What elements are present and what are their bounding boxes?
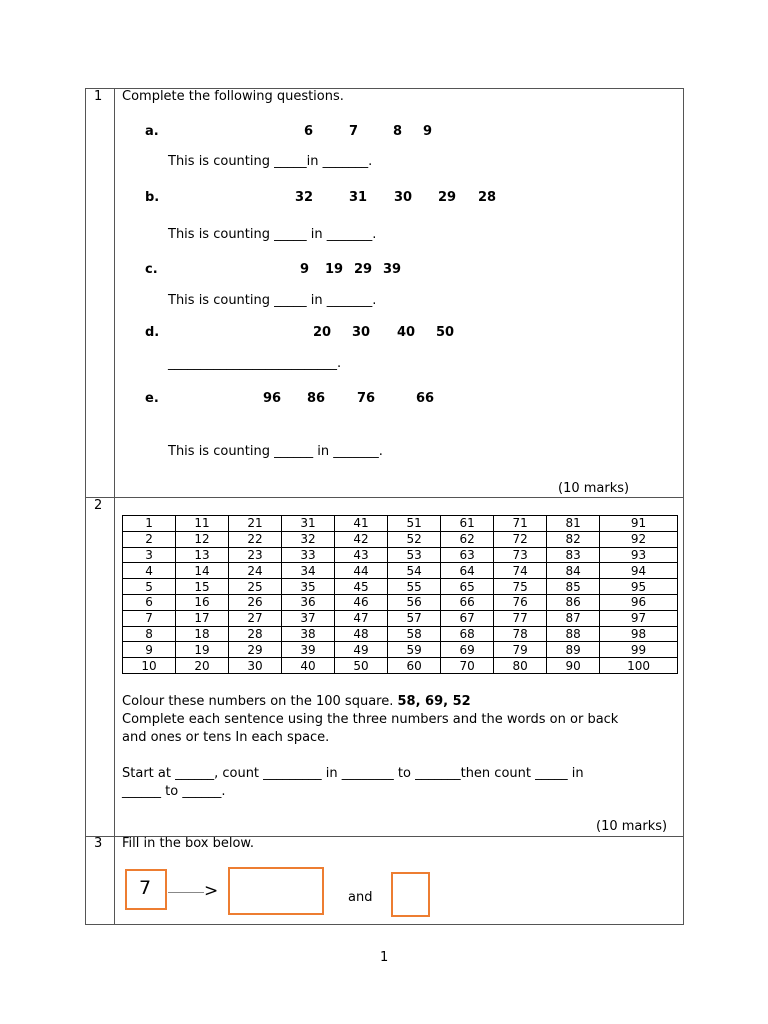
hundred-square-cell[interactable]: 18 <box>176 626 229 642</box>
hundred-square-cell[interactable]: 20 <box>176 658 229 674</box>
hundred-square-cell[interactable]: 82 <box>547 531 600 547</box>
hundred-square-cell[interactable]: 96 <box>600 594 678 610</box>
part-d-number: 20 <box>313 325 332 340</box>
hundred-square-cell[interactable]: 7 <box>123 610 176 626</box>
hundred-square-row <box>123 563 678 579</box>
part-e-number: 76 <box>357 391 376 406</box>
part-e-number: 96 <box>263 391 282 406</box>
row-divider-1 <box>86 497 683 498</box>
hundred-square-cell[interactable]: 8 <box>123 626 176 642</box>
hundred-square-row <box>123 626 678 642</box>
hundred-square-cell[interactable]: 57 <box>388 610 441 626</box>
hundred-square-cell[interactable]: 31 <box>282 516 335 532</box>
hundred-square-cell[interactable]: 40 <box>282 658 335 674</box>
hundred-square-cell[interactable]: 34 <box>282 563 335 579</box>
hundred-square-cell[interactable]: 55 <box>388 579 441 595</box>
part-a-number: 7 <box>349 124 359 139</box>
hundred-square-cell[interactable]: 94 <box>600 563 678 579</box>
question-1-marks: (10 marks) <box>558 481 630 496</box>
hundred-square-cell[interactable]: 46 <box>335 594 388 610</box>
part-a-letter: a. <box>145 124 159 139</box>
hundred-square-cell[interactable]: 53 <box>388 547 441 563</box>
hundred-square-cell[interactable]: 11 <box>176 516 229 532</box>
part-b-number: 32 <box>295 190 314 205</box>
part-e-letter: e. <box>145 391 159 406</box>
hundred-square-cell[interactable]: 73 <box>494 547 547 563</box>
part-c-number: 39 <box>383 262 402 277</box>
hundred-square-cell[interactable]: 12 <box>176 531 229 547</box>
hundred-square-cell[interactable]: 76 <box>494 594 547 610</box>
hundred-square-row <box>123 642 678 658</box>
hundred-square-cell[interactable]: 86 <box>547 594 600 610</box>
hundred-square-cell[interactable]: 81 <box>547 516 600 532</box>
hundred-square-cell[interactable]: 91 <box>600 516 678 532</box>
part-e-number: 66 <box>416 391 435 406</box>
hundred-square-cell[interactable]: 56 <box>388 594 441 610</box>
hundred-square-cell[interactable]: 47 <box>335 610 388 626</box>
hundred-square-cell[interactable]: 89 <box>547 642 600 658</box>
hundred-square-cell[interactable]: 72 <box>494 531 547 547</box>
hundred-square-cell[interactable]: 58 <box>388 626 441 642</box>
hundred-square-row <box>123 531 678 547</box>
question-1-number: 1 <box>94 89 103 104</box>
part-b-number: 31 <box>349 190 368 205</box>
part-b-number: 28 <box>478 190 497 205</box>
hundred-square-cell[interactable]: 83 <box>547 547 600 563</box>
question-1-instruction: Complete the following questions. <box>122 89 344 104</box>
hundred-square-cell[interactable]: 48 <box>335 626 388 642</box>
question-2-number: 2 <box>94 498 103 513</box>
hundred-square-cell[interactable]: 49 <box>335 642 388 658</box>
hundred-square-cell[interactable]: 99 <box>600 642 678 658</box>
hundred-square-cell[interactable]: 63 <box>441 547 494 563</box>
question-2-marks: (10 marks) <box>596 819 668 834</box>
hundred-square-cell[interactable]: 22 <box>229 531 282 547</box>
hundred-square-cell[interactable]: 30 <box>229 658 282 674</box>
part-a-number: 9 <box>423 124 433 139</box>
hundred-square-cell[interactable]: 92 <box>600 531 678 547</box>
hundred-square-cell[interactable]: 13 <box>176 547 229 563</box>
hundred-square-cell[interactable]: 4 <box>123 563 176 579</box>
part-b-number: 30 <box>394 190 413 205</box>
hundred-square-cell[interactable]: 27 <box>229 610 282 626</box>
worksheet-table <box>85 88 684 925</box>
hundred-square-cell[interactable]: 15 <box>176 579 229 595</box>
hundred-square-cell[interactable]: 79 <box>494 642 547 658</box>
hundred-square-cell[interactable]: 19 <box>176 642 229 658</box>
part-b-number: 29 <box>438 190 457 205</box>
hundred-square-cell[interactable]: 69 <box>441 642 494 658</box>
hundred-square-cell[interactable]: 5 <box>123 579 176 595</box>
and-label: and <box>348 890 373 905</box>
part-e-sentence: This is counting ______ in _______. <box>168 444 383 459</box>
hundred-square-cell[interactable]: 25 <box>229 579 282 595</box>
hundred-square-cell[interactable]: 2 <box>123 531 176 547</box>
hundred-square-cell[interactable]: 54 <box>388 563 441 579</box>
hundred-square-cell[interactable]: 52 <box>388 531 441 547</box>
hundred-square-cell[interactable]: 23 <box>229 547 282 563</box>
part-d-number: 30 <box>352 325 371 340</box>
colour-text: Colour these numbers on the 100 square. <box>122 694 394 709</box>
hundred-square-cell[interactable]: 39 <box>282 642 335 658</box>
start-sentence-2: ______ to ______. <box>122 784 226 799</box>
hundred-square-cell[interactable]: 3 <box>123 547 176 563</box>
hundred-square-cell[interactable]: 14 <box>176 563 229 579</box>
hundred-square-cell[interactable]: 74 <box>494 563 547 579</box>
hundred-square-cell[interactable]: 90 <box>547 658 600 674</box>
part-a-sentence: This is counting _____in _______. <box>168 154 373 169</box>
hundred-square-row <box>123 658 678 674</box>
part-d-letter: d. <box>145 325 160 340</box>
part-d-number: 50 <box>436 325 455 340</box>
column-divider <box>114 89 115 924</box>
page-number: 1 <box>380 950 389 965</box>
given-number-box <box>125 869 167 910</box>
hundred-square-cell[interactable]: 68 <box>441 626 494 642</box>
given-number: 7 <box>139 877 152 899</box>
hundred-square-cell[interactable]: 95 <box>600 579 678 595</box>
hundred-square-cell[interactable]: 35 <box>282 579 335 595</box>
hundred-square-cell[interactable]: 78 <box>494 626 547 642</box>
hundred-square-cell[interactable]: 6 <box>123 594 176 610</box>
hundred-square-cell[interactable]: 41 <box>335 516 388 532</box>
part-b-sentence: This is counting _____ in _______. <box>168 227 377 242</box>
hundred-square-cell[interactable]: 67 <box>441 610 494 626</box>
hundred-square-cell[interactable]: 9 <box>123 642 176 658</box>
colour-instruction <box>122 694 471 709</box>
hundred-square-cell[interactable]: 33 <box>282 547 335 563</box>
hundred-square-row <box>123 594 678 610</box>
hundred-square-cell[interactable]: 88 <box>547 626 600 642</box>
hundred-square-cell[interactable]: 16 <box>176 594 229 610</box>
part-c-number: 19 <box>325 262 344 277</box>
hundred-square-cell[interactable]: 93 <box>600 547 678 563</box>
answer-box-2[interactable] <box>391 872 430 917</box>
hundred-square-cell[interactable]: 1 <box>123 516 176 532</box>
hundred-square-cell[interactable]: 64 <box>441 563 494 579</box>
hundred-square-cell[interactable]: 17 <box>176 610 229 626</box>
sentence-instruction-2: and ones or tens In each space. <box>122 730 330 745</box>
hundred-square-cell[interactable]: 24 <box>229 563 282 579</box>
hundred-square-cell[interactable]: 66 <box>441 594 494 610</box>
hundred-square-cell[interactable]: 70 <box>441 658 494 674</box>
hundred-square-cell[interactable]: 85 <box>547 579 600 595</box>
hundred-square-cell[interactable]: 29 <box>229 642 282 658</box>
hundred-square-cell[interactable]: 51 <box>388 516 441 532</box>
hundred-square-cell[interactable]: 43 <box>335 547 388 563</box>
part-c-number: 9 <box>300 262 310 277</box>
hundred-square-cell[interactable]: 100 <box>600 658 678 674</box>
hundred-square-row <box>123 579 678 595</box>
hundred-square-cell[interactable]: 62 <box>441 531 494 547</box>
answer-box-1[interactable] <box>228 867 324 915</box>
hundred-square-cell[interactable]: 37 <box>282 610 335 626</box>
hundred-square-cell[interactable]: 59 <box>388 642 441 658</box>
hundred-square-cell[interactable]: 28 <box>229 626 282 642</box>
hundred-square-cell[interactable]: 10 <box>123 658 176 674</box>
hundred-square-row <box>123 547 678 563</box>
start-sentence-1: Start at ______, count _________ in ________ to _______then count _____ in <box>122 766 584 781</box>
colour-numbers: 58, 69, 52 <box>397 694 471 709</box>
arrow-line <box>168 892 204 893</box>
hundred-square-cell[interactable]: 50 <box>335 658 388 674</box>
part-b-letter: b. <box>145 190 160 205</box>
hundred-square-cell[interactable]: 26 <box>229 594 282 610</box>
question-3-number: 3 <box>94 836 103 851</box>
hundred-square-cell[interactable]: 32 <box>282 531 335 547</box>
hundred-square-cell[interactable]: 75 <box>494 579 547 595</box>
sentence-instruction-1: Complete each sentence using the three numbers and the words on or back <box>122 712 619 727</box>
part-a-number: 6 <box>304 124 314 139</box>
part-e-number: 86 <box>307 391 326 406</box>
hundred-square-cell[interactable]: 44 <box>335 563 388 579</box>
hundred-square <box>122 515 678 674</box>
hundred-square-cell[interactable]: 80 <box>494 658 547 674</box>
question-3-instruction: Fill in the box below. <box>122 836 254 851</box>
hundred-square-cell[interactable]: 36 <box>282 594 335 610</box>
part-d-number: 40 <box>397 325 416 340</box>
hundred-square-cell[interactable]: 60 <box>388 658 441 674</box>
hundred-square-cell[interactable]: 77 <box>494 610 547 626</box>
hundred-square-cell[interactable]: 65 <box>441 579 494 595</box>
hundred-square-cell[interactable]: 61 <box>441 516 494 532</box>
hundred-square-cell[interactable]: 38 <box>282 626 335 642</box>
hundred-square-cell[interactable]: 98 <box>600 626 678 642</box>
arrow-head-icon: > <box>204 881 219 901</box>
part-c-sentence: This is counting _____ in _______. <box>168 293 377 308</box>
hundred-square-row <box>123 610 678 626</box>
hundred-square-cell[interactable]: 97 <box>600 610 678 626</box>
part-c-number: 29 <box>354 262 373 277</box>
hundred-square-cell[interactable]: 21 <box>229 516 282 532</box>
hundred-square-cell[interactable]: 84 <box>547 563 600 579</box>
hundred-square-cell[interactable]: 45 <box>335 579 388 595</box>
part-a-number: 8 <box>393 124 403 139</box>
part-c-letter: c. <box>145 262 158 277</box>
hundred-square-cell[interactable]: 87 <box>547 610 600 626</box>
hundred-square-row <box>123 516 678 532</box>
part-d-sentence: __________________________. <box>168 356 342 371</box>
hundred-square-cell[interactable]: 42 <box>335 531 388 547</box>
hundred-square-cell[interactable]: 71 <box>494 516 547 532</box>
